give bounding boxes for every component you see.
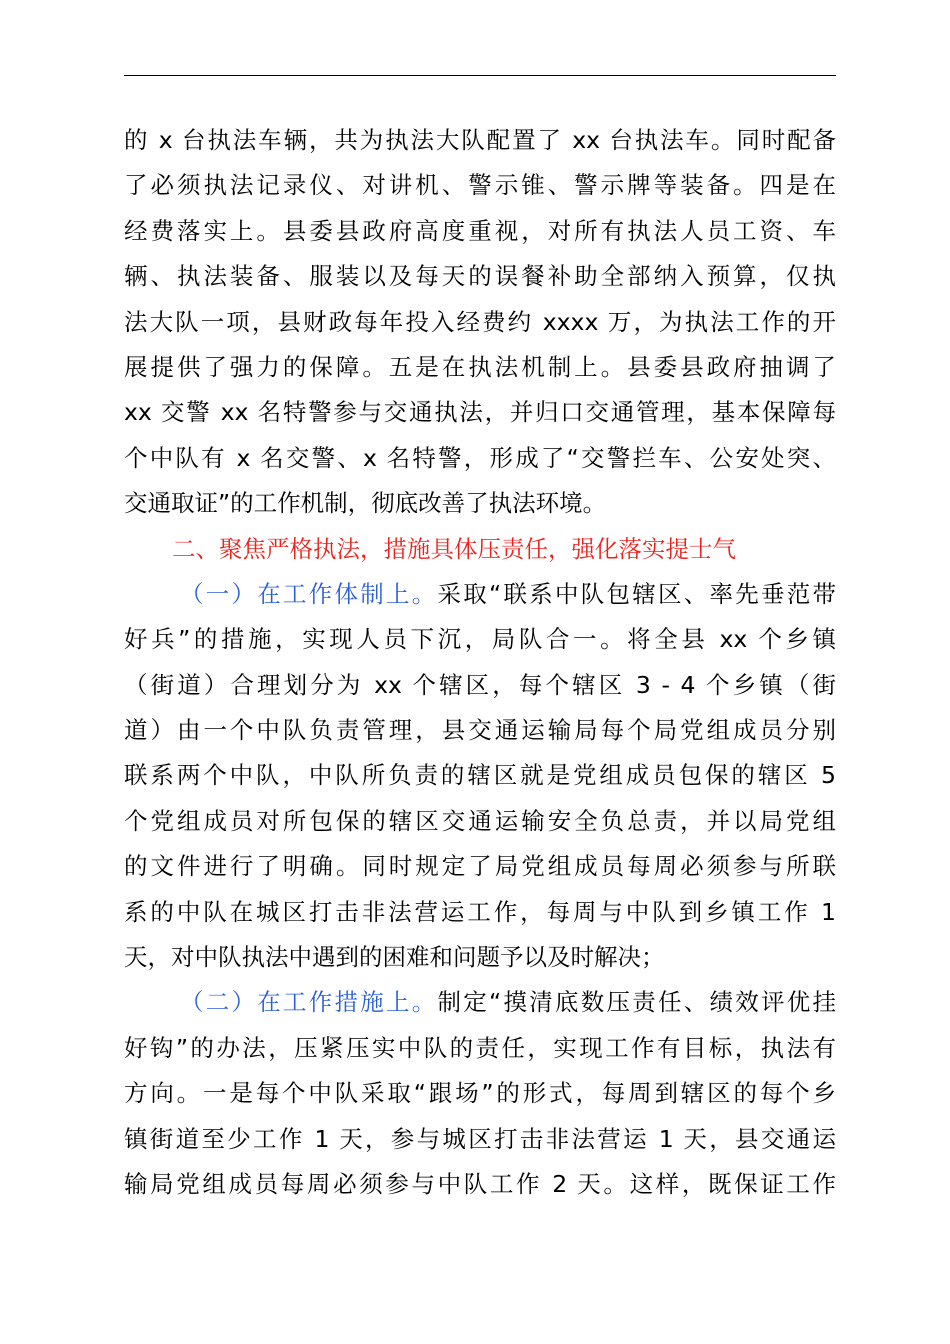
- item-2-first-line-text: 制定“摸清底数压责任、绩效评优挂: [437, 988, 836, 1017]
- text-line: 好兵”的措施，实现人员下沉，局队合一。将全县 xx 个乡镇: [124, 625, 836, 654]
- text-line: 了必须执法记录仪、对讲机、警示锥、警示牌等装备。四是在: [124, 171, 836, 200]
- text-line: 展提供了强力的保障。五是在执法机制上。县委县政府抽调了: [124, 352, 836, 381]
- text-line: 的 x 台执法车辆，共为执法大队配置了 xx 台执法车。同时配备: [124, 126, 836, 154]
- text-line: 道）由一个中队负责管理，县交通运输局每个局党组成员分别: [124, 716, 836, 745]
- text-line: 交通取证”的工作机制，彻底改善了执法环境。: [124, 489, 607, 518]
- text-line: 输局党组成员每周必须参与中队工作 2 天。这样，既保证工作: [124, 1169, 836, 1198]
- text-line: 辆、执法装备、服装以及每天的误餐补助全部纳入预算，仅执: [124, 262, 836, 291]
- text-line: 天，对中队执法中遇到的困难和问题予以及时解决；: [124, 943, 665, 972]
- text-line: 方向。一是每个中队采取“跟场”的形式，每周到辖区的每个乡: [124, 1079, 836, 1108]
- text-line: 个党组成员对所包保的辖区交通运输安全负总责，并以局党组: [124, 806, 836, 835]
- item-2-title: （二）在工作措施上。: [180, 988, 438, 1017]
- header-rule: [124, 75, 836, 76]
- item-2-paragraph: [124, 980, 836, 1207]
- text-line: 联系两个中队，中队所负责的辖区就是党组成员包保的辖区 5: [124, 761, 836, 790]
- item-2-first-line: [124, 980, 836, 1025]
- text-line: xx 交警 xx 名特警参与交通执法，并归口交通管理，基本保障每: [124, 398, 836, 427]
- paragraph-1: [124, 118, 836, 527]
- section-heading: 二、聚焦严格执法，措施具体压责任，强化落实提士气: [172, 534, 736, 563]
- text-line: 经费落实上。县委县政府高度重视，对所有执法人员工资、车: [124, 216, 836, 245]
- item-1-first-line-text: 采取“联系中队包辖区、率先垂范带: [437, 579, 836, 608]
- text-line: （街道）合理划分为 xx 个辖区，每个辖区 3 - 4 个乡镇（街: [124, 670, 836, 699]
- text-line: 的文件进行了明确。同时规定了局党组成员每周必须参与所联: [124, 852, 836, 881]
- document-body: [124, 118, 836, 1207]
- item-1-first-line: [124, 572, 836, 617]
- item-1-paragraph: [124, 572, 836, 981]
- text-line: 好钩”的办法，压紧压实中队的责任，实现工作有目标，执法有: [124, 1033, 836, 1062]
- text-line: 法大队一项，县财政每年投入经费约 xxxx 万，为执法工作的开: [124, 307, 836, 336]
- text-line: 系的中队在城区打击非法营运工作，每周与中队到乡镇工作 1: [124, 897, 836, 926]
- text-line: 镇街道至少工作 1 天，参与城区打击非法营运 1 天，县交通运: [124, 1124, 836, 1153]
- text-line: 个中队有 x 名交警、x 名特警，形成了“交警拦车、公安处突、: [124, 443, 836, 472]
- item-1-title: （一）在工作体制上。: [180, 579, 438, 608]
